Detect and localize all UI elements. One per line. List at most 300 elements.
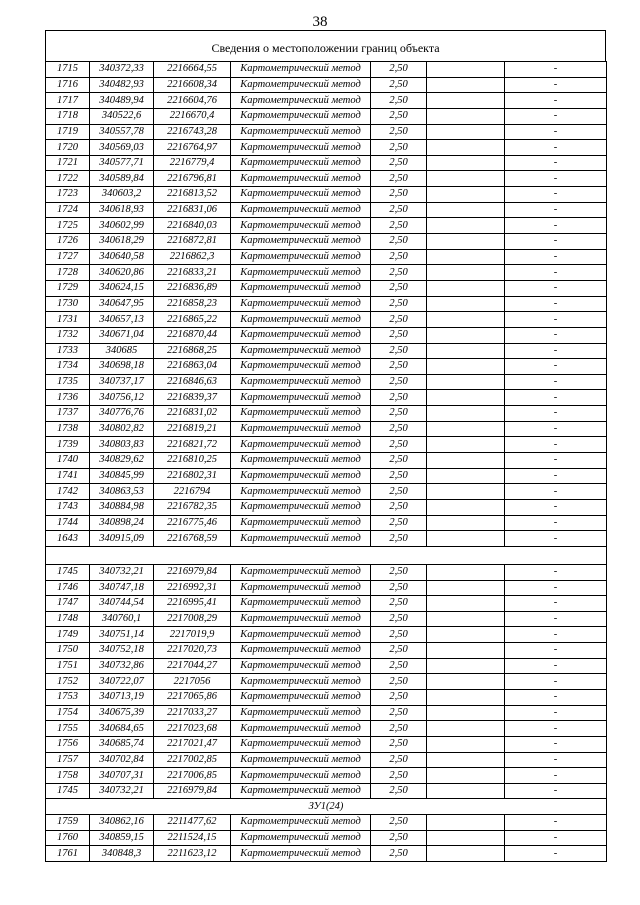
method-cell: Картометрический метод [231, 815, 371, 831]
x-coordinate-cell: 340752,18 [90, 643, 154, 659]
table-row [46, 564, 607, 580]
method-cell: Картометрический метод [231, 658, 371, 674]
y-coordinate-cell: 2211477,62 [154, 815, 231, 831]
table-row [46, 611, 607, 627]
table-row [46, 124, 607, 140]
x-coordinate-cell: 340747,18 [90, 580, 154, 596]
accuracy-cell: 2,50 [371, 374, 427, 390]
point-number-cell: 1719 [46, 124, 90, 140]
table-row [46, 721, 607, 737]
accuracy-cell: 2,50 [371, 515, 427, 531]
x-coordinate-cell: 340640,58 [90, 249, 154, 265]
section-label: ЗУ1(24) [46, 799, 607, 815]
x-coordinate-cell: 340624,15 [90, 280, 154, 296]
table-row [46, 108, 607, 124]
table-row [46, 374, 607, 390]
x-coordinate-cell: 340372,33 [90, 62, 154, 78]
table-row [46, 643, 607, 659]
point-number-cell: 1718 [46, 108, 90, 124]
dash-cell: - [505, 499, 607, 515]
dash-cell: - [505, 611, 607, 627]
description-cell [427, 596, 505, 612]
accuracy-cell: 2,50 [371, 658, 427, 674]
x-coordinate-cell: 340671,04 [90, 327, 154, 343]
method-cell: Картометрический метод [231, 484, 371, 500]
description-cell [427, 202, 505, 218]
dash-cell: - [505, 658, 607, 674]
description-cell [427, 390, 505, 406]
x-coordinate-cell: 340522,6 [90, 108, 154, 124]
y-coordinate-cell: 2216865,22 [154, 312, 231, 328]
dash-cell: - [505, 249, 607, 265]
method-cell: Картометрический метод [231, 643, 371, 659]
x-coordinate-cell: 340620,86 [90, 265, 154, 281]
table-row [46, 327, 607, 343]
table-row [46, 846, 607, 862]
x-coordinate-cell: 340707,31 [90, 768, 154, 784]
method-cell: Картометрический метод [231, 171, 371, 187]
y-coordinate-cell: 2216862,3 [154, 249, 231, 265]
point-number-cell: 1715 [46, 62, 90, 78]
x-coordinate-cell: 340803,83 [90, 437, 154, 453]
dash-cell: - [505, 171, 607, 187]
y-coordinate-cell: 2217006,85 [154, 768, 231, 784]
y-coordinate-cell: 2217020,73 [154, 643, 231, 659]
dash-cell: - [505, 234, 607, 250]
x-coordinate-cell: 340698,18 [90, 359, 154, 375]
table-row [46, 187, 607, 203]
accuracy-cell: 2,50 [371, 77, 427, 93]
method-cell: Картометрический метод [231, 374, 371, 390]
description-cell [427, 611, 505, 627]
y-coordinate-cell: 2216775,46 [154, 515, 231, 531]
accuracy-cell: 2,50 [371, 846, 427, 862]
method-cell: Картометрический метод [231, 752, 371, 768]
description-cell [427, 359, 505, 375]
dash-cell: - [505, 140, 607, 156]
dash-cell: - [505, 453, 607, 469]
dash-cell: - [505, 564, 607, 580]
dash-cell: - [505, 62, 607, 78]
method-cell: Картометрический метод [231, 140, 371, 156]
point-number-cell: 1747 [46, 596, 90, 612]
x-coordinate-cell: 340737,17 [90, 374, 154, 390]
y-coordinate-cell: 2217056 [154, 674, 231, 690]
accuracy-cell: 2,50 [371, 596, 427, 612]
table-row [46, 93, 607, 109]
dash-cell: - [505, 643, 607, 659]
accuracy-cell: 2,50 [371, 484, 427, 500]
description-cell [427, 721, 505, 737]
table-row [46, 453, 607, 469]
method-cell: Картометрический метод [231, 234, 371, 250]
accuracy-cell: 2,50 [371, 453, 427, 469]
y-coordinate-cell: 2216764,97 [154, 140, 231, 156]
method-cell: Картометрический метод [231, 611, 371, 627]
y-coordinate-cell: 2217033,27 [154, 705, 231, 721]
method-cell: Картометрический метод [231, 705, 371, 721]
method-cell: Картометрический метод [231, 124, 371, 140]
table-row [46, 312, 607, 328]
table-row [46, 484, 607, 500]
point-number-cell: 1736 [46, 390, 90, 406]
point-number-cell: 1740 [46, 453, 90, 469]
accuracy-cell: 2,50 [371, 406, 427, 422]
dash-cell: - [505, 627, 607, 643]
dash-cell: - [505, 736, 607, 752]
table-row [46, 499, 607, 515]
table-row [46, 280, 607, 296]
description-cell [427, 499, 505, 515]
x-coordinate-cell: 340829,62 [90, 453, 154, 469]
dash-cell: - [505, 265, 607, 281]
point-number-cell: 1749 [46, 627, 90, 643]
method-cell: Картометрический метод [231, 312, 371, 328]
description-cell [427, 77, 505, 93]
point-number-cell: 1732 [46, 327, 90, 343]
accuracy-cell: 2,50 [371, 580, 427, 596]
x-coordinate-cell: 340685,74 [90, 736, 154, 752]
x-coordinate-cell: 340862,16 [90, 815, 154, 831]
method-cell: Картометрический метод [231, 596, 371, 612]
y-coordinate-cell: 2211524,15 [154, 830, 231, 846]
description-cell [427, 689, 505, 705]
method-cell: Картометрический метод [231, 155, 371, 171]
accuracy-cell: 2,50 [371, 108, 427, 124]
description-cell [427, 108, 505, 124]
y-coordinate-cell: 2216868,25 [154, 343, 231, 359]
method-cell: Картометрический метод [231, 846, 371, 862]
description-cell [427, 674, 505, 690]
dash-cell: - [505, 752, 607, 768]
dash-cell: - [505, 721, 607, 737]
table-row [46, 421, 607, 437]
accuracy-cell: 2,50 [371, 296, 427, 312]
x-coordinate-cell: 340722,07 [90, 674, 154, 690]
page-number: 38 [312, 14, 328, 30]
description-cell [427, 280, 505, 296]
y-coordinate-cell: 2211623,12 [154, 846, 231, 862]
point-number-cell: 1760 [46, 830, 90, 846]
accuracy-cell: 2,50 [371, 815, 427, 831]
description-cell [427, 658, 505, 674]
dash-cell: - [505, 689, 607, 705]
description-cell [427, 155, 505, 171]
accuracy-cell: 2,50 [371, 62, 427, 78]
x-coordinate-cell: 340602,99 [90, 218, 154, 234]
description-cell [427, 752, 505, 768]
x-coordinate-cell: 340577,71 [90, 155, 154, 171]
point-number-cell: 1733 [46, 343, 90, 359]
dash-cell: - [505, 515, 607, 531]
point-number-cell: 1727 [46, 249, 90, 265]
accuracy-cell: 2,50 [371, 611, 427, 627]
y-coordinate-cell: 2216831,02 [154, 406, 231, 422]
x-coordinate-cell: 340848,3 [90, 846, 154, 862]
y-coordinate-cell: 2216796,81 [154, 171, 231, 187]
x-coordinate-cell: 340915,09 [90, 531, 154, 547]
table-row [46, 658, 607, 674]
dash-cell: - [505, 77, 607, 93]
description-cell [427, 768, 505, 784]
accuracy-cell: 2,50 [371, 218, 427, 234]
description-cell [427, 140, 505, 156]
x-coordinate-cell: 340744,54 [90, 596, 154, 612]
dash-cell: - [505, 390, 607, 406]
point-number-cell: 1757 [46, 752, 90, 768]
description-cell [427, 312, 505, 328]
x-coordinate-cell: 340732,21 [90, 783, 154, 799]
dash-cell: - [505, 705, 607, 721]
dash-cell: - [505, 374, 607, 390]
x-coordinate-cell: 340657,13 [90, 312, 154, 328]
dash-cell: - [505, 768, 607, 784]
method-cell: Картометрический метод [231, 564, 371, 580]
accuracy-cell: 2,50 [371, 312, 427, 328]
table-row [46, 265, 607, 281]
method-cell: Картометрический метод [231, 77, 371, 93]
separator-cell [46, 546, 607, 564]
y-coordinate-cell: 2216872,81 [154, 234, 231, 250]
coordinates-table [45, 61, 607, 862]
accuracy-cell: 2,50 [371, 155, 427, 171]
method-cell: Картометрический метод [231, 453, 371, 469]
accuracy-cell: 2,50 [371, 627, 427, 643]
point-number-cell: 1759 [46, 815, 90, 831]
dash-cell: - [505, 296, 607, 312]
y-coordinate-cell: 2216846,63 [154, 374, 231, 390]
table-row [46, 674, 607, 690]
coordinates-sheet [45, 30, 606, 862]
x-coordinate-cell: 340760,1 [90, 611, 154, 627]
table-row [46, 359, 607, 375]
y-coordinate-cell: 2216670,4 [154, 108, 231, 124]
point-number-cell: 1729 [46, 280, 90, 296]
description-cell [427, 736, 505, 752]
method-cell: Картометрический метод [231, 421, 371, 437]
description-cell [427, 218, 505, 234]
point-number-cell: 1752 [46, 674, 90, 690]
accuracy-cell: 2,50 [371, 140, 427, 156]
accuracy-cell: 2,50 [371, 124, 427, 140]
description-cell [427, 705, 505, 721]
point-number-cell: 1725 [46, 218, 90, 234]
accuracy-cell: 2,50 [371, 830, 427, 846]
dash-cell: - [505, 437, 607, 453]
accuracy-cell: 2,50 [371, 265, 427, 281]
accuracy-cell: 2,50 [371, 643, 427, 659]
table-row [46, 171, 607, 187]
point-number-cell: 1731 [46, 312, 90, 328]
description-cell [427, 815, 505, 831]
point-number-cell: 1643 [46, 531, 90, 547]
dash-cell: - [505, 343, 607, 359]
method-cell: Картометрический метод [231, 768, 371, 784]
point-number-cell: 1761 [46, 846, 90, 862]
method-cell: Картометрический метод [231, 736, 371, 752]
y-coordinate-cell: 2216995,41 [154, 596, 231, 612]
y-coordinate-cell: 2216992,31 [154, 580, 231, 596]
method-cell: Картометрический метод [231, 531, 371, 547]
y-coordinate-cell: 2216840,03 [154, 218, 231, 234]
description-cell [427, 421, 505, 437]
method-cell: Картометрический метод [231, 689, 371, 705]
point-number-cell: 1754 [46, 705, 90, 721]
point-number-cell: 1753 [46, 689, 90, 705]
description-cell [427, 124, 505, 140]
table-row [46, 736, 607, 752]
point-number-cell: 1742 [46, 484, 90, 500]
dash-cell: - [505, 815, 607, 831]
point-number-cell: 1735 [46, 374, 90, 390]
table-row [46, 390, 607, 406]
description-cell [427, 265, 505, 281]
dash-cell: - [505, 312, 607, 328]
table-row [46, 202, 607, 218]
accuracy-cell: 2,50 [371, 736, 427, 752]
y-coordinate-cell: 2217021,47 [154, 736, 231, 752]
method-cell: Картометрический метод [231, 499, 371, 515]
dash-cell: - [505, 359, 607, 375]
accuracy-cell: 2,50 [371, 689, 427, 705]
table-row [46, 218, 607, 234]
point-number-cell: 1745 [46, 564, 90, 580]
table-row [46, 406, 607, 422]
accuracy-cell: 2,50 [371, 249, 427, 265]
point-number-cell: 1717 [46, 93, 90, 109]
x-coordinate-cell: 340489,94 [90, 93, 154, 109]
method-cell: Картометрический метод [231, 93, 371, 109]
accuracy-cell: 2,50 [371, 499, 427, 515]
description-cell [427, 783, 505, 799]
dash-cell: - [505, 280, 607, 296]
dash-cell: - [505, 783, 607, 799]
table-row [46, 62, 607, 78]
description-cell [427, 374, 505, 390]
point-number-cell: 1746 [46, 580, 90, 596]
description-cell [427, 564, 505, 580]
method-cell: Картометрический метод [231, 515, 371, 531]
point-number-cell: 1758 [46, 768, 90, 784]
y-coordinate-cell: 2216664,55 [154, 62, 231, 78]
description-cell [427, 93, 505, 109]
point-number-cell: 1723 [46, 187, 90, 203]
dash-cell: - [505, 406, 607, 422]
table-row [46, 343, 607, 359]
x-coordinate-cell: 340482,93 [90, 77, 154, 93]
separator-row [46, 546, 607, 564]
method-cell: Картометрический метод [231, 265, 371, 281]
accuracy-cell: 2,50 [371, 768, 427, 784]
description-cell [427, 187, 505, 203]
dash-cell: - [505, 93, 607, 109]
y-coordinate-cell: 2216810,25 [154, 453, 231, 469]
y-coordinate-cell: 2216831,06 [154, 202, 231, 218]
method-cell: Картометрический метод [231, 62, 371, 78]
x-coordinate-cell: 340589,84 [90, 171, 154, 187]
accuracy-cell: 2,50 [371, 390, 427, 406]
description-cell [427, 830, 505, 846]
description-cell [427, 531, 505, 547]
method-cell: Картометрический метод [231, 437, 371, 453]
y-coordinate-cell: 2216802,31 [154, 468, 231, 484]
description-cell [427, 62, 505, 78]
dash-cell: - [505, 846, 607, 862]
y-coordinate-cell: 2216743,28 [154, 124, 231, 140]
point-number-cell: 1738 [46, 421, 90, 437]
x-coordinate-cell: 340684,65 [90, 721, 154, 737]
dash-cell: - [505, 202, 607, 218]
table-row [46, 234, 607, 250]
dash-cell: - [505, 531, 607, 547]
description-cell [427, 296, 505, 312]
description-cell [427, 234, 505, 250]
point-number-cell: 1751 [46, 658, 90, 674]
x-coordinate-cell: 340884,98 [90, 499, 154, 515]
table-row [46, 830, 607, 846]
section-header-row [46, 799, 607, 815]
table-row [46, 468, 607, 484]
table-row [46, 140, 607, 156]
accuracy-cell: 2,50 [371, 783, 427, 799]
y-coordinate-cell: 2217002,85 [154, 752, 231, 768]
description-cell [427, 484, 505, 500]
x-coordinate-cell: 340732,21 [90, 564, 154, 580]
y-coordinate-cell: 2216813,52 [154, 187, 231, 203]
accuracy-cell: 2,50 [371, 359, 427, 375]
y-coordinate-cell: 2217044,27 [154, 658, 231, 674]
x-coordinate-cell: 340802,82 [90, 421, 154, 437]
dash-cell: - [505, 187, 607, 203]
point-number-cell: 1721 [46, 155, 90, 171]
dash-cell: - [505, 596, 607, 612]
dash-cell: - [505, 421, 607, 437]
method-cell: Картометрический метод [231, 468, 371, 484]
x-coordinate-cell: 340685 [90, 343, 154, 359]
table-row [46, 596, 607, 612]
method-cell: Картометрический метод [231, 783, 371, 799]
point-number-cell: 1734 [46, 359, 90, 375]
table-row [46, 580, 607, 596]
method-cell: Картометрический метод [231, 359, 371, 375]
method-cell: Картометрический метод [231, 721, 371, 737]
y-coordinate-cell: 2217019,9 [154, 627, 231, 643]
description-cell [427, 627, 505, 643]
accuracy-cell: 2,50 [371, 674, 427, 690]
y-coordinate-cell: 2217065,86 [154, 689, 231, 705]
dash-cell: - [505, 124, 607, 140]
y-coordinate-cell: 2216836,89 [154, 280, 231, 296]
method-cell: Картометрический метод [231, 580, 371, 596]
y-coordinate-cell: 2216779,4 [154, 155, 231, 171]
method-cell: Картометрический метод [231, 406, 371, 422]
accuracy-cell: 2,50 [371, 343, 427, 359]
point-number-cell: 1756 [46, 736, 90, 752]
method-cell: Картометрический метод [231, 218, 371, 234]
point-number-cell: 1730 [46, 296, 90, 312]
y-coordinate-cell: 2216608,34 [154, 77, 231, 93]
x-coordinate-cell: 340859,15 [90, 830, 154, 846]
x-coordinate-cell: 340618,93 [90, 202, 154, 218]
x-coordinate-cell: 340569,03 [90, 140, 154, 156]
dash-cell: - [505, 155, 607, 171]
x-coordinate-cell: 340603,2 [90, 187, 154, 203]
y-coordinate-cell: 2216604,76 [154, 93, 231, 109]
dash-cell: - [505, 830, 607, 846]
table-row [46, 815, 607, 831]
table-row [46, 689, 607, 705]
point-number-cell: 1737 [46, 406, 90, 422]
